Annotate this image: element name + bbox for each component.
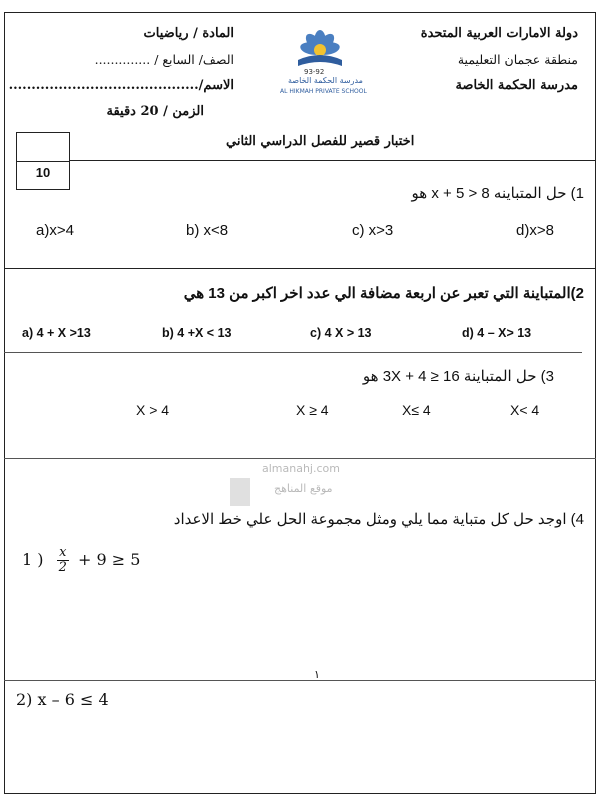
header-subject: المادة / رياضيات [143, 26, 234, 41]
q1-option-c: c) x>3 [352, 222, 394, 239]
header-name: الاسم/.......................................... [8, 78, 234, 93]
watermark-text: موقع المناهج [274, 482, 333, 495]
question-2-text: 2)المتباينة التي تعبر عن اربعة مضافة الي عدد اخر اكبر من 13 هي [183, 285, 584, 302]
header-grade: الصف/ السابع / .............. [94, 52, 234, 67]
logo-name-en: AL HIKMAH PRIVATE SCHOOL [280, 88, 367, 95]
title-divider [70, 160, 596, 161]
q4-part-2: 2) x – 6 ≤ 4 [16, 690, 109, 709]
watermark-site: almanahj.com [262, 462, 340, 475]
q2-option-a: a) 4 + X >13 [22, 326, 91, 340]
school-logo [270, 20, 370, 100]
question-4-text: 4) اوجد حل كل متباية مما يلي ومثل مجموعة الحل علي خط الاعداد [173, 511, 584, 528]
q4-part-1-label: 1 ) [22, 550, 44, 569]
q1-option-b: b) x<8 [186, 222, 229, 239]
q1-option-d: d)x>8 [516, 222, 554, 239]
score-box [16, 132, 70, 190]
question-1-text: 1) حل المتباينه x + 5 > 8 هو [411, 185, 584, 202]
q3-option-1: X > 4 [136, 402, 170, 418]
header-region: منطقة عجمان التعليمية [457, 52, 578, 67]
header-country: دولة الامارات العربية المتحدة [420, 26, 578, 41]
score-value: 10 [35, 165, 51, 180]
question-3-text: 3) حل المتباينة 3X + 4 ≥ 16 هو [362, 368, 554, 385]
q2-option-c: c) 4 X > 13 [310, 326, 372, 340]
header-school: مدرسة الحكمة الخاصة [455, 78, 578, 93]
q4-divider [4, 680, 596, 681]
q4-part-1-denominator: 2 [58, 560, 67, 575]
page-mark: ١ [314, 668, 320, 681]
q3-divider [4, 458, 596, 459]
q4-part-1-rest: + 9 ≥ 5 [77, 550, 141, 569]
q1-option-a: a)x>4 [36, 222, 74, 239]
q3-option-2: X ≥ 4 [296, 402, 329, 418]
q2-divider [4, 352, 582, 353]
logo-name-ar: مدرسة الحكمة الخاصة [288, 76, 363, 85]
watermark-mark-icon [230, 478, 250, 506]
q4-part-1-fraction [57, 546, 69, 575]
q2-option-b: b) 4 +X < 13 [162, 326, 232, 340]
header-time: الزمن / 20 دقيقة [106, 104, 204, 119]
exam-title: اختبار قصير للفصل الدراسي الثاني [226, 134, 415, 149]
q4-part-1-numerator: x [57, 546, 69, 561]
score-divider [17, 161, 69, 162]
logo-years: 93-92 [304, 68, 325, 76]
q4-part-1 [22, 546, 140, 575]
q3-option-3: X≤ 4 [402, 402, 431, 418]
q1-divider [4, 268, 596, 269]
q2-option-d: d) 4 – X> 13 [462, 326, 532, 340]
q3-option-4: X< 4 [510, 402, 540, 418]
